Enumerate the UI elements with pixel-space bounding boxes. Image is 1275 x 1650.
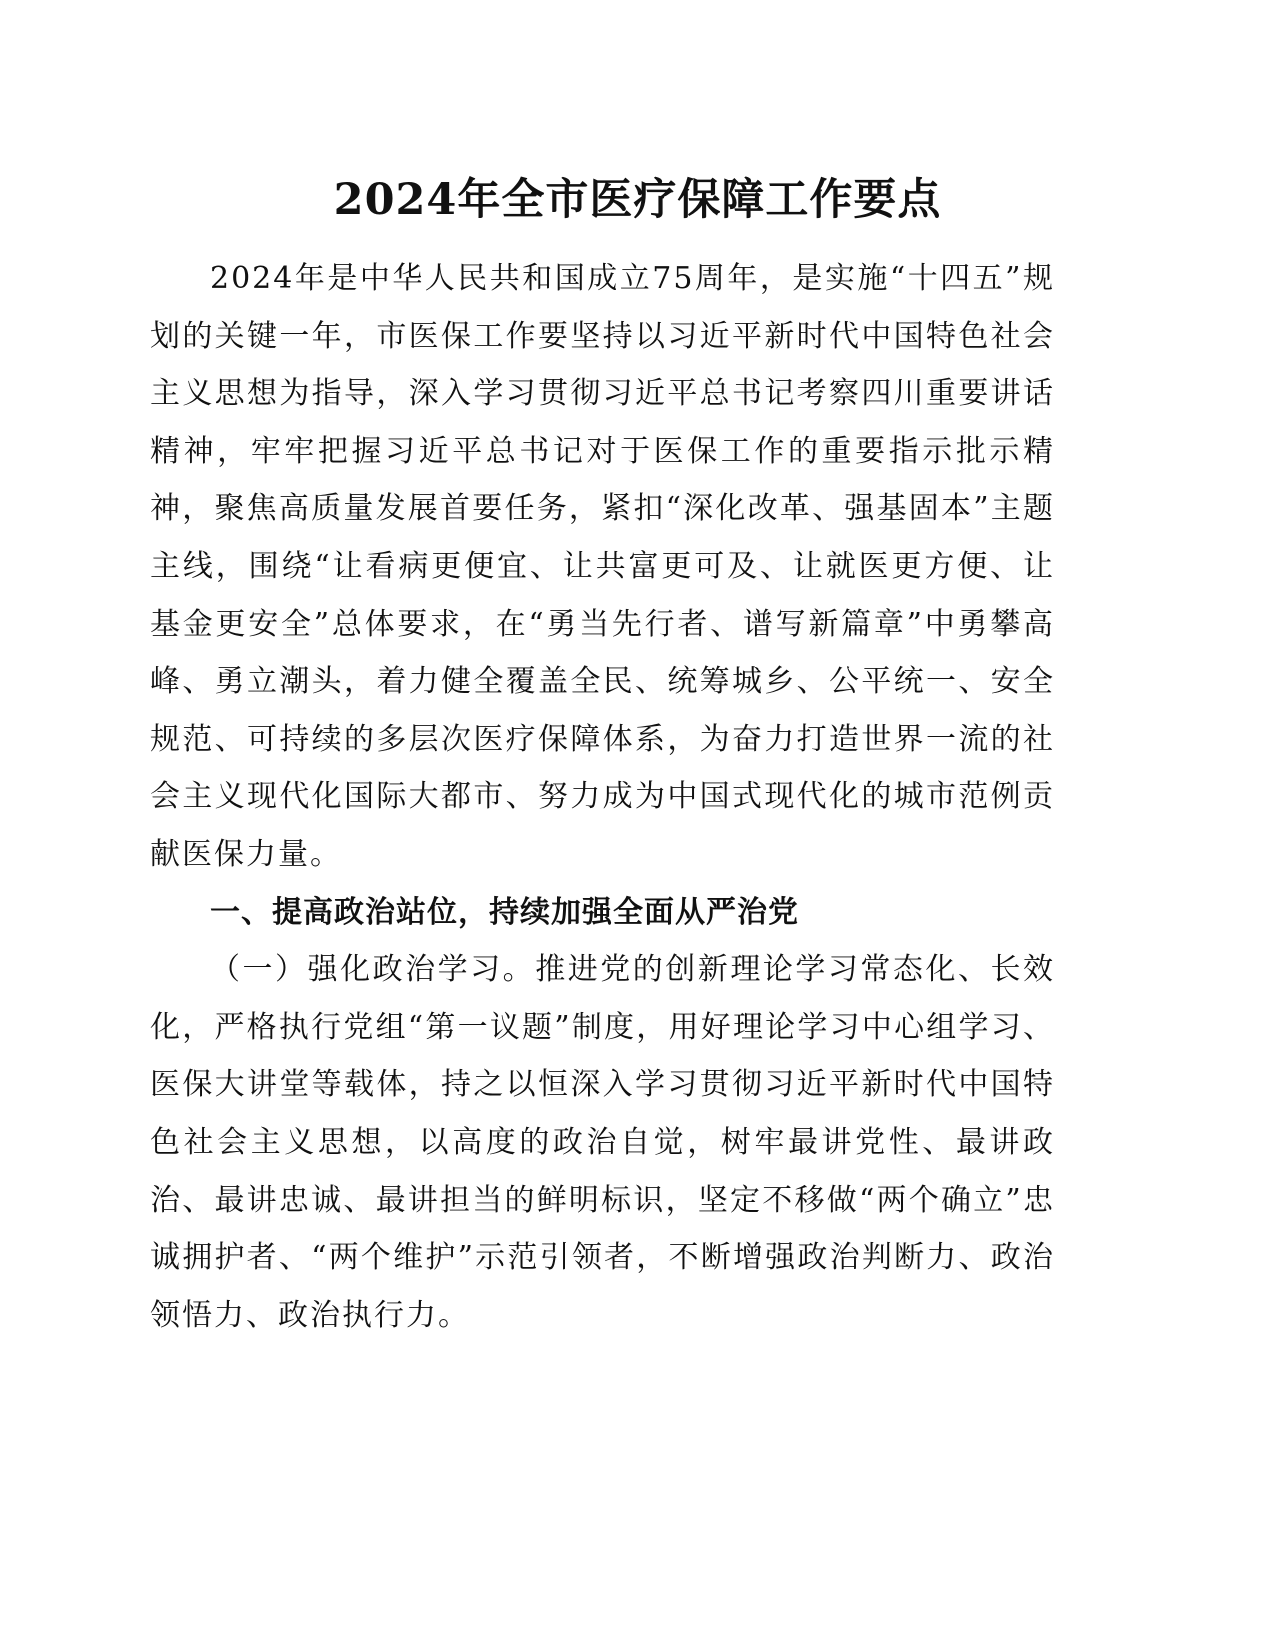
intro-paragraph: 2024年是中华人民共和国成立75周年，是实施“十四五”规划的关键一年，市医保工作要坚持以习近平新时代中国特色社会主义思想为指导，深入学习贯彻习近平总书记考察四川重要讲话精神，牢牢把握习近平总书记对于医保工作的重要指示批示精神，聚焦高质量发展首要任务，紧扣“深化改革、强基固本”主题主线，围绕“让看病更便宜、让共富更可及、让就医更方便、让基金更安全”总体要求，在“勇当先行者、谱写新篇章”中勇攀高峰、勇立潮头，着力健全覆盖全民、统筹城乡、公平统一、安全规范、可持续的多层次医疗保障体系，为奋力打造世界一流的社会主义现代化国际大都市、努力成为中国式现代化的城市范例贡献医保力量。	[150, 261, 1055, 872]
document-body	[150, 250, 1055, 1344]
section-heading: 一、提高政治站位，持续加强全面从严治党	[210, 894, 799, 930]
document-title: 2024年全市医疗保障工作要点	[333, 175, 942, 225]
section-paragraph: （一）强化政治学习。推进党的创新理论学习常态化、长效化，严格执行党组“第一议题”制度，用好理论学习中心组学习、医保大讲堂等载体，持之以恒深入学习贯彻习近平新时代中国特色社会主义思想，以高度的政治自觉，树牢最讲党性、最讲政治、最讲忠诚、最讲担当的鲜明标识，坚定不移做“两个确立”忠诚拥护者、“两个维护”示范引领者，不断增强政治判断力、政治领悟力、政治执行力。	[150, 952, 1055, 1333]
